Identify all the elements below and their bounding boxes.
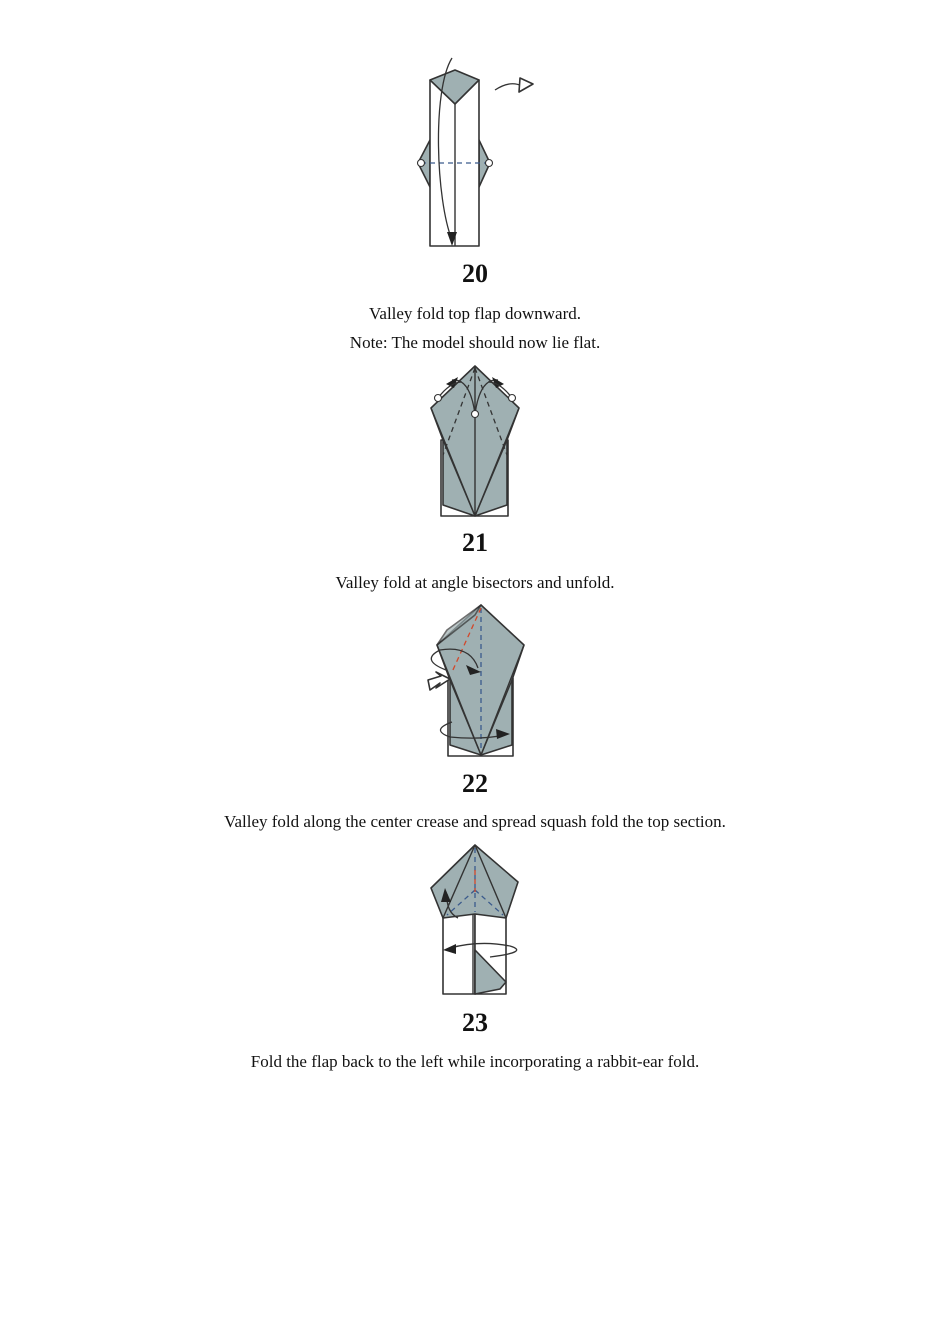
step-caption: Fold the flap back to the left while incorporating a rabbit-ear fold. [250,1052,700,1071]
step-caption: Valley fold at angle bisectors and unfold. [335,573,615,592]
step-caption: Valley fold top flap downward. [369,304,581,323]
turn-over-arrow-head [519,78,533,92]
reference-point-left [418,160,425,167]
step-22-diagram [0,600,950,762]
push-arrow [428,672,450,690]
left-panel [443,914,475,994]
step-20-diagram [0,50,950,255]
step-21-diagram [0,360,950,522]
reference-point-right [486,160,493,167]
step-caption: Valley fold along the center crease and spread squash fold the top section. [224,812,726,831]
turn-over-arrow [495,84,522,90]
step-number: 20 [462,259,488,288]
step-note: Note: The model should now lie flat. [349,333,601,352]
step-23-diagram [0,840,950,1000]
step-number: 21 [462,528,488,557]
step-number: 23 [462,1008,488,1037]
reference-point [435,395,442,402]
step-number: 22 [462,769,488,798]
